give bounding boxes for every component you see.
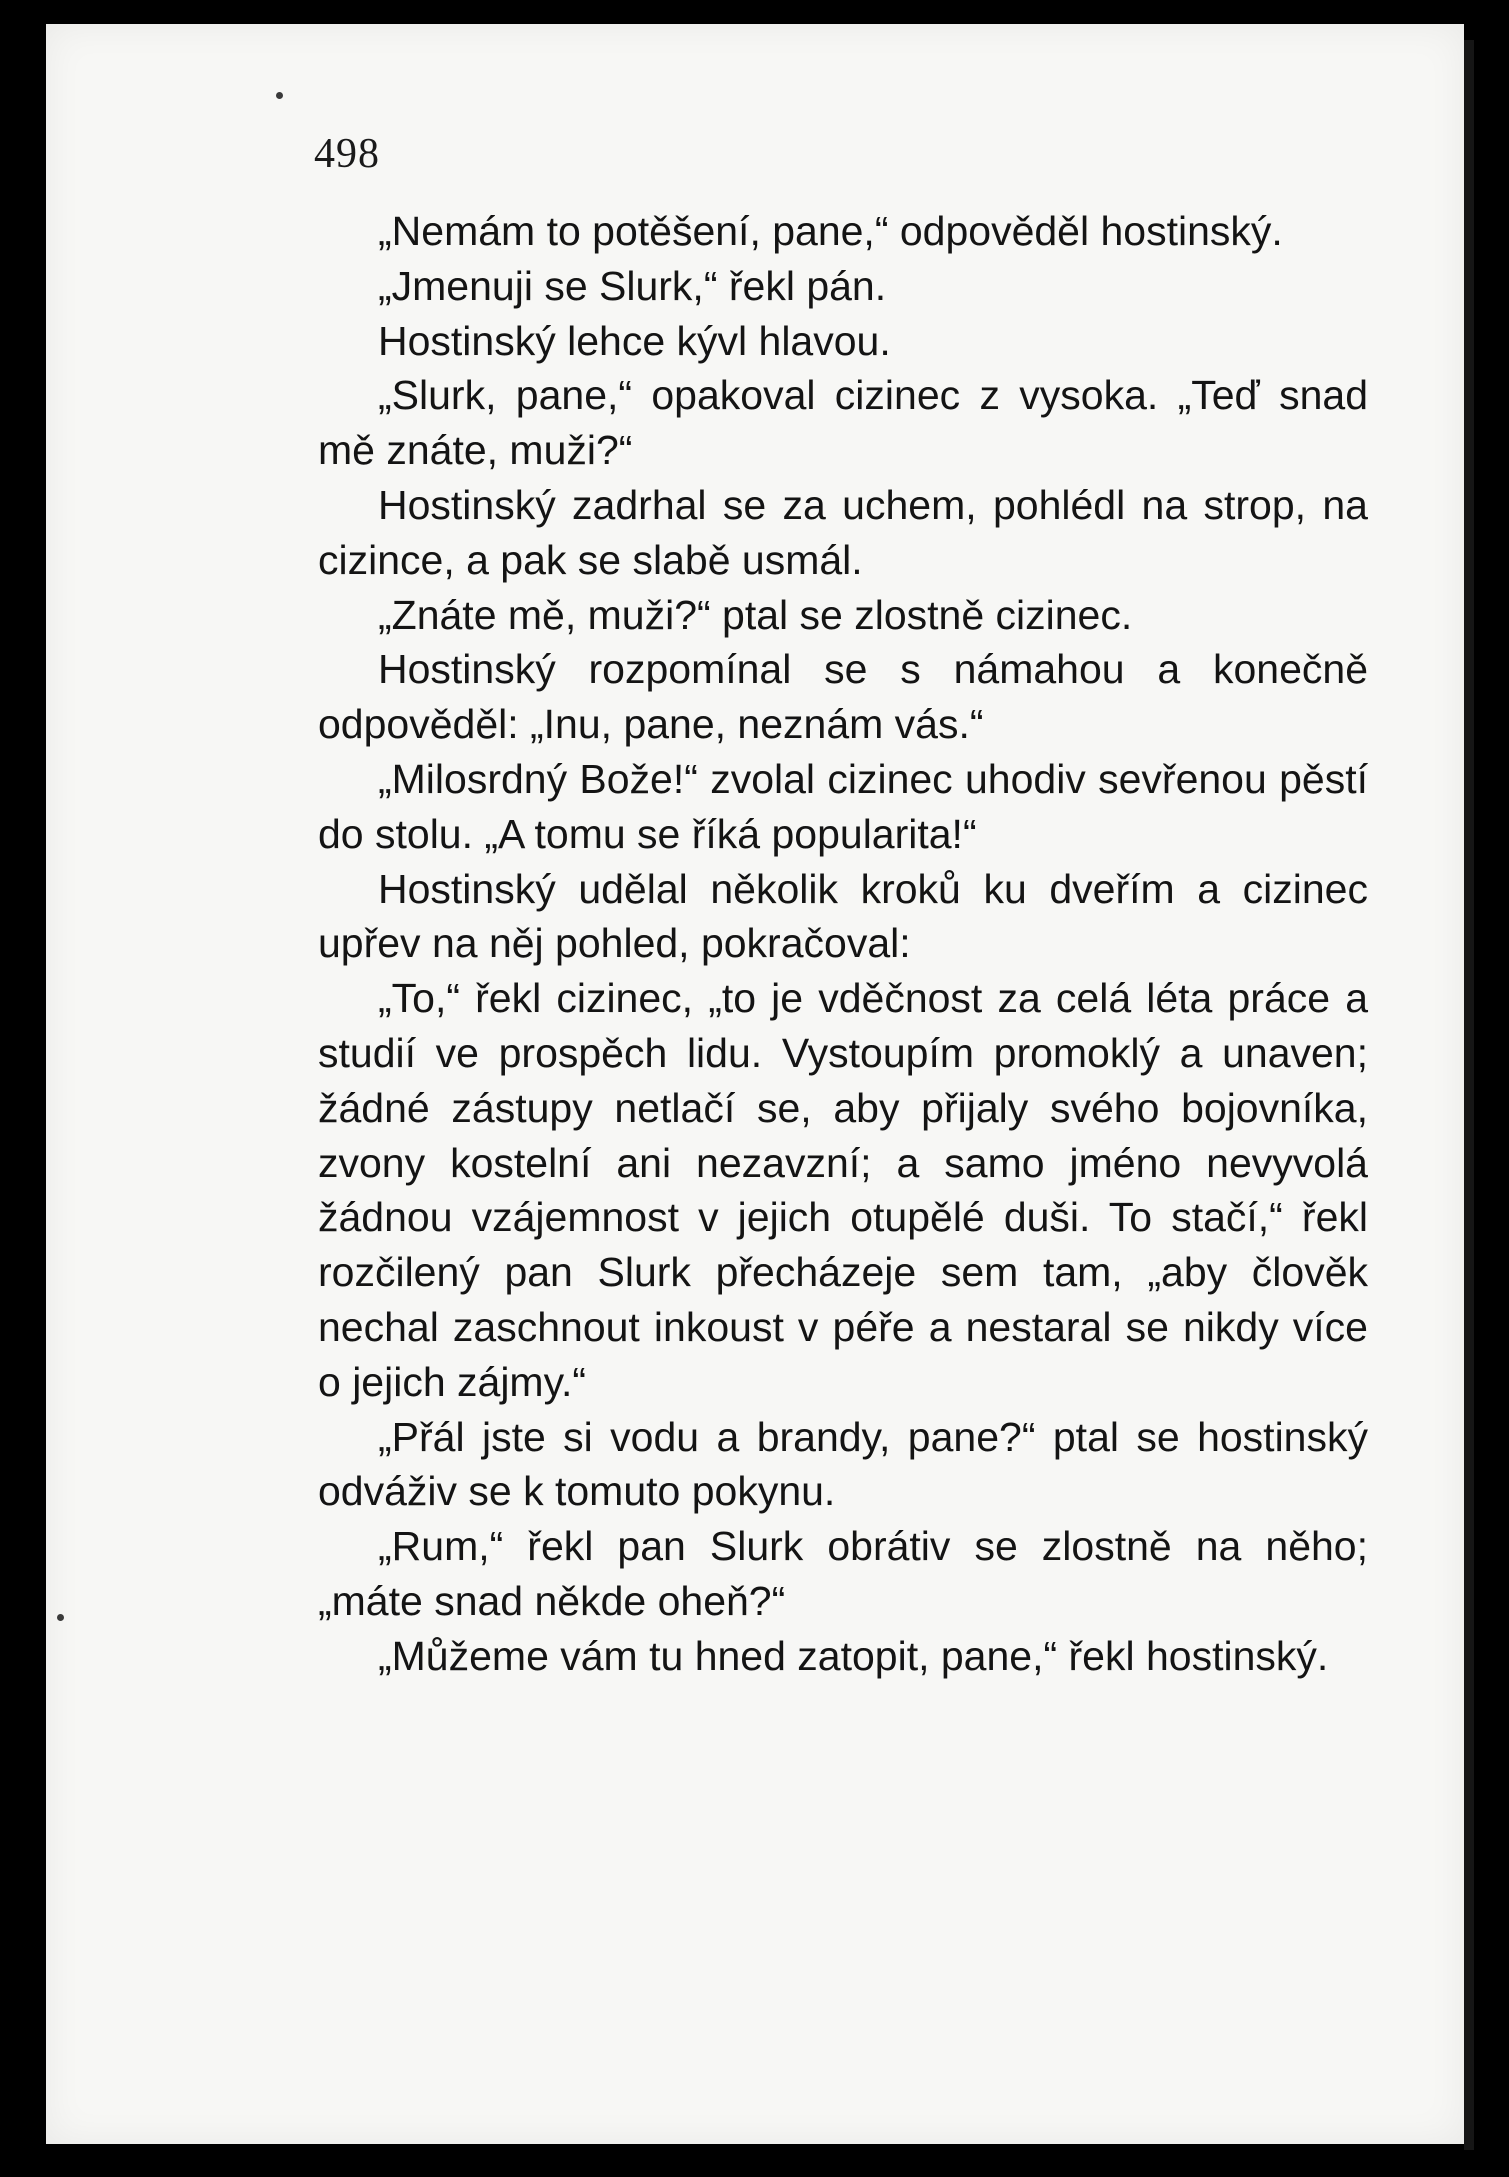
paragraph: „Znáte mě, muži?“ ptal se zlostně cizinec. [378,591,1133,638]
paragraph: „Nemám to potěšení, pane,“ odpověděl hostinský. [378,208,1283,254]
paragraph: Hostinský zadrhal se za uchem, pohlédl na strop, na cizince, a pak se slabě usmál. [318,481,1368,583]
ink-speck [57,1614,64,1621]
page-number: 498 [314,131,380,177]
ink-speck [276,92,283,99]
paragraph: „Slurk, pane,“ opakoval cizinec z vysoka. „Teď snad mě znáte, muži?“ [318,372,1368,474]
paragraph: „Jmenuji se Slurk,“ řekl pán. [378,262,887,309]
paragraph: Hostinský rozpomínal se s námahou a konečně odpověděl: „Inu, pane, neznám vás.“ [318,646,1368,748]
paragraph: „To,“ řekl cizinec, „to je vděčnost za celá léta práce a studií ve prospěch lidu. Vystoupím promoklý a unaven; žádné zástupy netlačí se, aby přijaly svého bojovníka, zvony kostelní ani nezavzní; a samo jméno nevyvolá žádnou vzájemnost v jejich otupělé duši. To stačí,“ řekl rozčilený pan Slurk přecházeje sem tam, „aby člověk nechal zaschnout inkoust v péře a nestaral se nikdy více o jejich zájmy.“ [318,975,1368,1405]
paragraph: Hostinský lehce kývl hlavou. [378,317,891,364]
body-text [318,204,1368,1684]
paragraph: „Rum,“ řekl pan Slurk obrátiv se zlostně na něho; „máte snad někde oheň?“ [318,1523,1368,1624]
page-edge-shadow [1464,40,1474,2150]
paragraph: Hostinský udělal několik kroků ku dveřím a cizinec upřev na něj pohled, pokračoval: [318,865,1368,967]
paragraph: „Přál jste si vodu a brandy, pane?“ ptal se hostinský odváživ se k tomuto pokynu. [318,1413,1368,1515]
paragraph: „Milosrdný Bože!“ zvolal cizinec uhodiv sevřenou pěstí do stolu. „A tomu se říká popularita!“ [318,755,1368,857]
paragraph: „Můžeme vám tu hned zatopit, pane,“ řekl hostinský. [378,1632,1329,1679]
